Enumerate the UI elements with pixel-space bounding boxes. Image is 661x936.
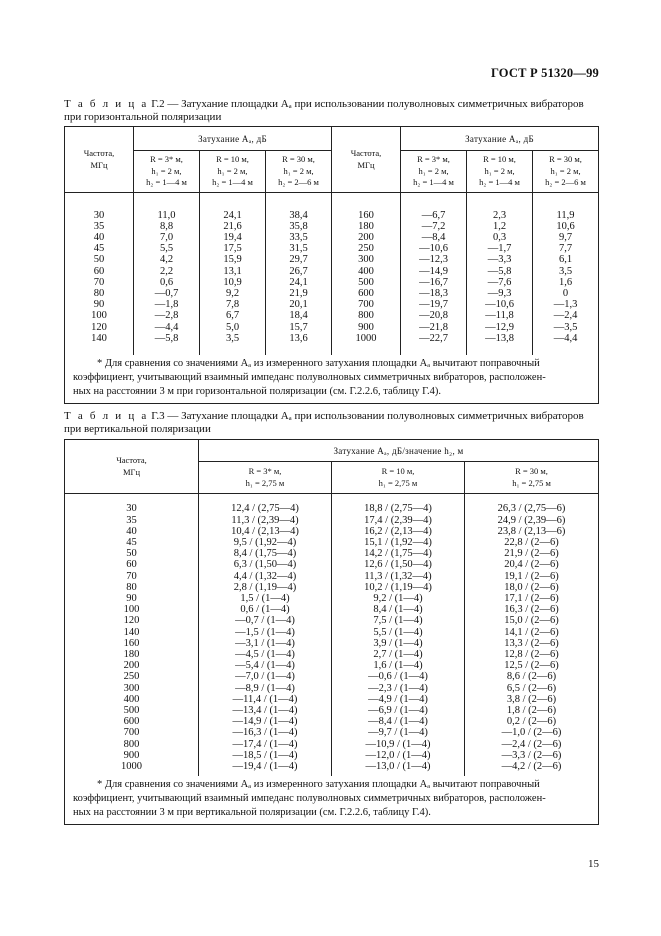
table2-subheader-r10: R = 10 м, h₁ = 2 м, h₂ = 1—4 м <box>200 151 266 193</box>
table2-freq-column: 30 35 40 45 50 60 70 80 90 100 120 140 <box>65 193 134 355</box>
table3-values-r10: 18,8 / (2,75—4) 17,4 / (2,39—4) 16,2 / (2,13—4) 15,1 / (1,92—4) 14,2 / (1,75—4) 12,6 / (1,50—4) 11,3 / (1,32—4) 10,2 / (1,19—4) 9,2 / (1—4) 8,4 / (1—4) 7,5 / (1—4) 5,5 / (1—4) 3,9 / (1—4) 2,7 / (1—4) 1,6 / (1—4) —0,6 / (1—4) —2,3 / (1—4) —4,9 / (1—4) —6,9 / (1—4) —8,4 / (1—4) —9,7 / (1—4) —10,9 / (1—4) —12,0 / (1—4) —13,0 / (1—4) <box>332 494 465 776</box>
table2-subheader-r3-right: R = 3* м, h₁ = 2 м, h₂ = 1—4 м <box>401 151 467 193</box>
table2-values-r10-right: 2,3 1,2 0,3 —1,7 —3,3 —5,8 —7,6 —9,3 —10,6 —11,8 —12,9 —13,8 <box>467 193 533 355</box>
table2-values-r30: 38,4 35,8 33,5 31,5 29,7 26,7 24,1 21,9 20,1 18,4 15,7 13,6 <box>266 193 332 355</box>
table3-subheader-r10: R = 10 м, h₁ = 2,75 м <box>332 462 465 494</box>
table2-values-r3: 11,0 8,8 7,0 5,5 4,2 2,2 0,6 —0,7 —1,8 —2,8 —4,4 —5,8 <box>134 193 200 355</box>
table2-freq-header: Частота, МГц <box>65 127 134 193</box>
table3-caption <box>64 410 598 436</box>
table3-values-r3: 12,4 / (2,75—4) 11,3 / (2,39—4) 10,4 / (2,13—4) 9,5 / (1,92—4) 8,4 / (1,75—4) 6,3 / (1,50—4) 4,4 / (1,32—4) 2,8 / (1,19—4) 1,5 / (1—4) 0,6 / (1—4) —0,7 / (1—4) —1,5 / (1—4) —3,1 / (1—4) —4,5 / (1—4) —5,4 / (1—4) —7,0 / (1—4) —8,9 / (1—4) —11,4 / (1—4) —13,4 / (1—4) —14,9 / (1—4) —16,3 / (1—4) —17,4 / (1—4) —18,5 / (1—4) —19,4 / (1—4) <box>199 494 332 776</box>
table3-values-r30: 26,3 / (2,75—6) 24,9 / (2,39—6) 23,8 / (2,13—6) 22,8 / (2—6) 21,9 / (2—6) 20,4 / (2—6) 19,1 / (2—6) 18,0 / (2—6) 17,1 / (2—6) 16,3 / (2—6) 15,0 / (2—6) 14,1 / (2—6) 13,3 / (2—6) 12,8 / (2—6) 12,5 / (2—6) 8,6 / (2—6) 6,5 / (2—6) 3,8 / (2—6) 1,8 / (2—6) 0,2 / (2—6) —1,0 / (2—6) —2,4 / (2—6) —3,3 / (2—6) —4,2 / (2—6) <box>465 494 599 776</box>
document-code: ГОСТ Р 51320—99 <box>490 66 599 80</box>
table2-values-r30-right: 11,9 10,6 9,7 7,7 6,1 3,5 1,6 0 —1,3 —2,4 —3,5 —4,4 <box>533 193 599 355</box>
table3-caption-label: Т а б л и ц а <box>64 410 149 422</box>
table2-footnote-line: * Для сравнения со значениями Aₐ из измеренного затухания площадки Aₐ вычитают поправочный <box>97 357 540 369</box>
table3-freq-column: 30 35 40 45 50 60 70 80 90 100 120 140 160 180 200 250 300 400 500 600 700 800 900 1000 <box>65 494 199 776</box>
table2-subheader-r30-right: R = 30 м, h₁ = 2 м, h₂ = 2—6 м <box>533 151 599 193</box>
table2-group-header: Затухание Aₐ, дБ <box>134 127 332 151</box>
page-number: 15 <box>588 858 599 870</box>
table2-subheader-r3: R = 3* м, h₁ = 2 м, h₂ = 1—4 м <box>134 151 200 193</box>
table3-footnote <box>65 776 599 825</box>
table3-caption-text: Г.3 — Затухание площадки Aₐ при использовании полуволновых симметричных вибраторов при вертикальной поляризации <box>64 410 584 435</box>
table2-values-r10: 24,1 21,6 19,4 17,5 15,9 13,1 10,9 9,2 7,8 6,7 5,0 3,5 <box>200 193 266 355</box>
table3 <box>64 439 599 825</box>
table2-group-header-right: Затухание Aₐ, дБ <box>401 127 599 151</box>
table3-footnote-line: ных на расстоянии 3 м при вертикальной поляризации (см. Г.2.2.6, таблицу Г.4). <box>73 806 431 818</box>
table2-subheader-r10-right: R = 10 м, h₁ = 2 м, h₂ = 1—4 м <box>467 151 533 193</box>
table3-footnote-line: коэффициент, учитывающий взаимный импеданс полуволновых симметричных вибраторов, расположен- <box>73 792 546 804</box>
table3-footnote-line: * Для сравнения со значениями Aₐ из измеренного затухания площадки Aₐ вычитают поправочный <box>97 778 540 790</box>
table3-subheader-r30: R = 30 м, h₁ = 2,75 м <box>465 462 599 494</box>
table2-freq-header-right: Частота, МГц <box>332 127 401 193</box>
table2-subheader-r30: R = 30 м, h₁ = 2 м, h₂ = 2—6 м <box>266 151 332 193</box>
table3-subheader-r3: R = 3* м, h₁ = 2,75 м <box>199 462 332 494</box>
table2-footnote <box>65 355 599 404</box>
table2-caption-label: Т а б л и ц а <box>64 98 149 110</box>
table3-group-header: Затухание Aₐ, дБ/значение h₂, м <box>199 440 599 462</box>
table3-freq-header: Частота, МГц <box>65 440 199 494</box>
table2-freq-column-right: 160 180 200 250 300 400 500 600 700 800 900 1000 <box>332 193 401 355</box>
table2-caption-text: Г.2 — Затухание площадки Aₐ при использовании полуволновых симметричных вибраторов при горизонтальной поляризации <box>64 98 584 123</box>
table2-values-r3-right: —6,7 —7,2 —8,4 —10,6 —12,3 —14,9 —16,7 —18,3 —19,7 —20,8 —21,8 —22,7 <box>401 193 467 355</box>
table2-footnote-line: коэффициент, учитывающий взаимный импеданс полуволновых симметричных вибраторов, расположен- <box>73 371 546 383</box>
table2-caption <box>64 98 598 124</box>
table2 <box>64 126 599 404</box>
table2-footnote-line: ных на расстоянии 3 м при горизонтальной поляризации (см. Г.2.2.6, таблицу Г.4). <box>73 385 441 397</box>
